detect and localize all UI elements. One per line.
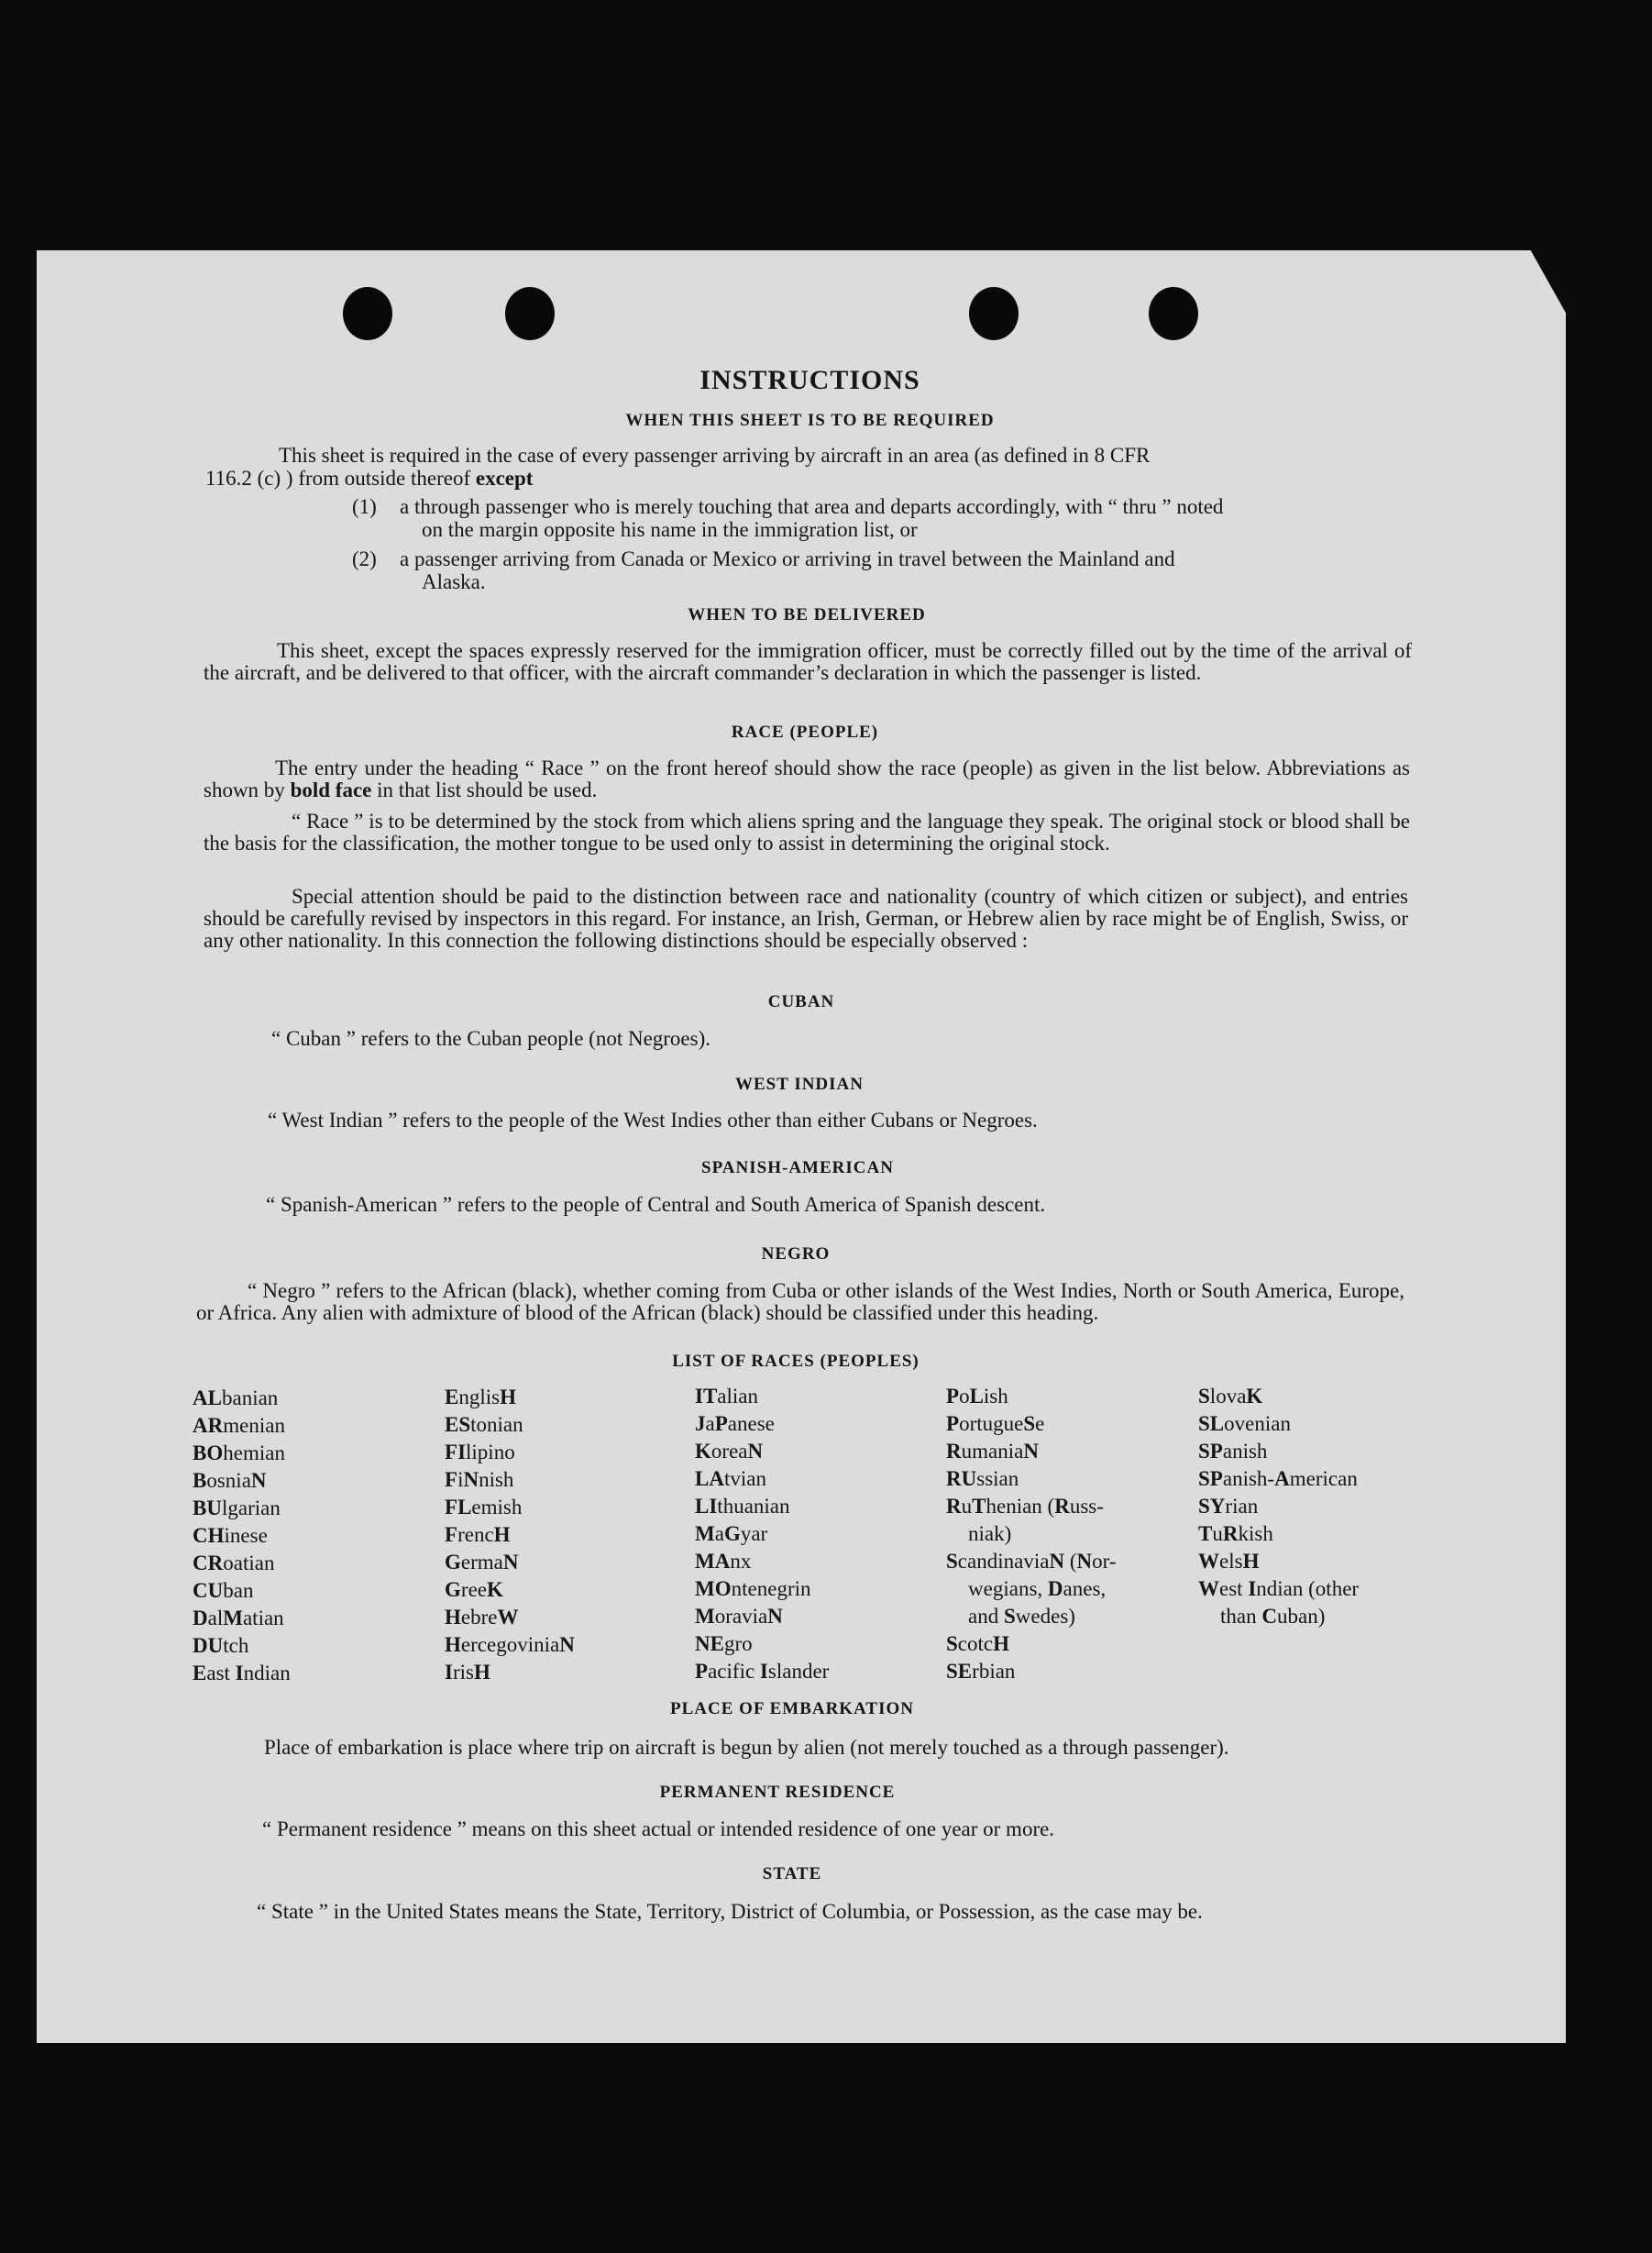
race-item: East Indian [193,1662,291,1684]
race-item: EStonian [445,1413,523,1436]
race-item: and Swedes) [968,1605,1075,1628]
race-item: JaPanese [695,1412,775,1435]
race-item: FrencH [445,1523,511,1546]
section-heading-when-required: WHEN THIS SHEET IS TO BE REQUIRED [625,411,995,430]
race-item: than Cuban) [1220,1605,1326,1628]
race-paragraph-1 [204,757,1410,801]
race-item: LAtvian [695,1467,766,1490]
race-item: wegians, Danes, [968,1577,1107,1600]
section-heading-spanish-american: SPANISH-AMERICAN [701,1158,894,1177]
section-heading-west-indian: WEST INDIAN [735,1075,864,1094]
race-item: SPanish [1198,1440,1268,1463]
race-item: MaGyar [695,1522,768,1545]
item-1-line-1: a through passenger who is merely touching that area and departs accordingly, with “ thru ” noted [400,495,1224,518]
race-paragraph-1-text: The entry under the heading “ Race ” on the front hereof should show the race (people) as given in the list below. Abbreviations as shown by [204,757,1410,801]
intro-line-2 [205,468,533,490]
race-item: CRoatian [193,1552,275,1574]
races-column [695,1383,829,1685]
section-heading-race: RACE (PEOPLE) [731,723,879,742]
race-item: SYrian [1198,1495,1259,1518]
section-heading-cuban: CUBAN [767,992,835,1011]
race-item: RumaniaN [946,1440,1039,1463]
section-heading-negro: NEGRO [761,1244,831,1264]
races-column [946,1383,1117,1685]
spanish-american-text: “ Spanish-American ” refers to the people of Central and South America of Spanish descent. [266,1193,1046,1216]
section-heading-when-delivered: WHEN TO BE DELIVERED [688,605,926,624]
intro-line-2-text: 116.2 (c) ) from outside thereof [205,467,476,490]
races-column [1198,1383,1359,1630]
races-column [445,1384,575,1686]
race-item: West Indian (other [1198,1577,1360,1600]
punch-hole [505,287,555,340]
punch-hole [969,287,1019,340]
race-item: EnglisH [445,1386,516,1408]
race-item: HercegoviniaN [445,1633,575,1656]
race-item: MAnx [695,1550,752,1573]
race-item: TuRkish [1198,1522,1273,1545]
race-paragraph-1-end: in that list should be used. [371,779,598,801]
race-item: SlovaK [1198,1385,1263,1408]
race-item: PoLish [946,1385,1008,1408]
state-paragraph: “ State ” in the United States means the State, Territory, District of Columbia, or Possession, as the case may be. [257,1900,1203,1923]
race-item: DalMatian [193,1607,284,1629]
race-item: RuThenian (Russ- [946,1495,1104,1518]
race-item: CHinese [193,1524,268,1547]
race-item: HebreW [445,1606,519,1629]
race-item: WelsH [1198,1550,1260,1573]
race-item: PortugueSe [946,1412,1045,1435]
race-item: ALbanian [193,1386,279,1409]
item-2-number: (2) [352,547,377,570]
race-item: GreeK [445,1578,503,1601]
race-item: FIlipino [445,1441,515,1463]
punch-hole [343,287,392,340]
negro-paragraph: “ Negro ” refers to the African (black), whether coming from Cuba or other islands of the West Indies, North or South America, Europe, or Africa. Any alien with admixture of blood of the African (black) should be classified under this heading. [196,1279,1404,1324]
race-item: ITalian [695,1385,759,1408]
race-item: SLovenian [1198,1412,1291,1435]
intro-line-1: This sheet is required in the case of every passenger arriving by aircraft in an area (as defined in 8 CFR [279,444,1151,467]
bold-face-label: bold face [290,779,372,801]
race-item: GermaN [445,1551,519,1574]
section-heading-list-of-races: LIST OF RACES (PEOPLES) [672,1352,920,1371]
race-item: RUssian [946,1467,1019,1490]
race-item: BosniaN [193,1469,267,1492]
race-item: SErbian [946,1660,1016,1683]
races-column [193,1385,291,1687]
punch-hole [1149,287,1198,340]
item-1-number: (1) [352,495,377,518]
race-item: MOntenegrin [695,1577,811,1600]
race-item: MoraviaN [695,1605,783,1628]
race-item: BOhemian [193,1441,285,1464]
delivered-paragraph: This sheet, except the spaces expressly reserved for the immigration officer, must be correctly filled out by the time of the arrival of the aircraft, and be delivered to that officer, with the aircraft commander’s declaration in which the passenger is listed. [204,639,1412,684]
race-item: Pacific Islander [695,1660,830,1683]
race-item: FLemish [445,1496,523,1519]
item-2-line-2: Alaska. [422,570,486,593]
race-item: LIthuanian [695,1495,790,1518]
race-item: ScandinaviaN (Nor- [946,1550,1117,1573]
section-heading-state: STATE [762,1864,822,1883]
race-item: NEgro [695,1632,753,1655]
race-paragraph-3: Special attention should be paid to the distinction between race and nationality (country of which citizen or subject), and entries should be carefully revised by inspectors in this regard. For instance, an Irish, German, or Hebrew alien by race might be of English, Swiss, or any other nationality. In this connection the following distinctions should be especially observed : [204,885,1408,952]
section-heading-embarkation: PLACE OF EMBARKATION [670,1699,914,1718]
residence-text: “ Permanent residence ” means on this sheet actual or intended residence of one year or more. [262,1817,1055,1840]
embarkation-paragraph: Place of embarkation is place where trip on aircraft is begun by alien (not merely touched as a through passenger). [264,1736,1229,1759]
race-item: niak) [968,1522,1012,1545]
race-item: KoreaN [695,1440,764,1463]
race-item: IrisH [445,1661,490,1684]
race-paragraph-2: “ Race ” is to be determined by the stock from which aliens spring and the language they speak. The original stock or blood shall be the basis for the classification, the mother tongue to be used only to assist in determining the original stock. [204,810,1410,855]
item-1-line-2: on the margin opposite his name in the immigration list, or [422,518,918,541]
race-item: CUban [193,1579,254,1602]
race-item: ARmenian [193,1414,285,1437]
page-title: INSTRUCTIONS [699,365,920,395]
race-item: DUtch [193,1634,249,1657]
item-2-line-1: a passenger arriving from Canada or Mexico or arriving in travel between the Mainland and [400,547,1175,570]
cuban-text: “ Cuban ” refers to the Cuban people (not Negroes). [271,1027,711,1050]
race-item: SPanish-American [1198,1467,1358,1490]
race-item: FiNnish [445,1468,514,1491]
west-indian-text: “ West Indian ” refers to the people of the West Indies other than either Cubans or Negroes. [268,1109,1038,1132]
except-label: except [475,467,534,490]
section-heading-residence: PERMANENT RESIDENCE [659,1783,896,1802]
race-item: BUlgarian [193,1496,281,1519]
race-item: ScotcH [946,1632,1010,1655]
